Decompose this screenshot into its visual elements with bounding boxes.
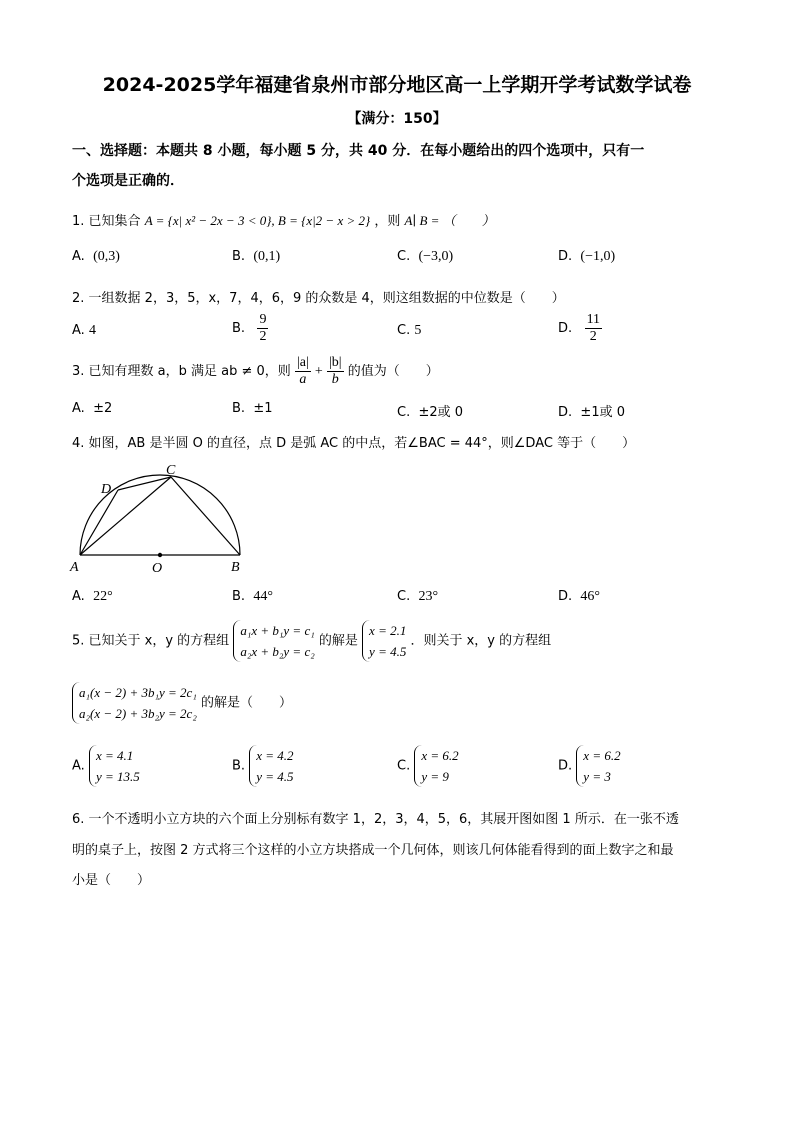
question-6-line1: 6. 一个不透明小立方块的六个面上分别标有数字 1，2，3，4，5，6，其展开图如图 1 所示．在一张不透 (72, 812, 679, 827)
q1-prefix: 1. 已知集合 (72, 214, 141, 229)
question-3 (72, 355, 439, 388)
q1-ask: A∣ B = （ ） (404, 213, 495, 228)
q2-d-numerator: 11 (586, 312, 601, 327)
q3-plus: + (314, 364, 323, 379)
label-d: D (101, 482, 112, 497)
label-o: O (152, 561, 163, 574)
q2-d-denominator: 2 (589, 329, 597, 344)
q2-b-denominator: 2 (259, 329, 267, 344)
full-score: 【满分：150】 (347, 111, 447, 127)
label-a: A (70, 560, 79, 574)
q3-prefix: 3. 已知有理数 a，b 满足 ab ≠ 0，则 (72, 364, 291, 379)
q5-option-d[interactable]: D. x = 6.2 y = 3 (558, 745, 621, 787)
q4-option-a[interactable]: A. 22° (72, 589, 113, 604)
q2-option-d[interactable]: D. $\frac{11}{2}$ (558, 312, 601, 344)
q1-set-expression: A = {x| x² − 2x − 3 < 0}, B = {x|2 − x > 2} (144, 213, 371, 228)
q2-option-b[interactable]: B. $\frac{9}{2}$ (232, 312, 267, 344)
q4-option-d[interactable]: D. 46° (558, 589, 601, 604)
q1-option-b[interactable]: B. (0,1) (232, 249, 281, 264)
q2-option-c[interactable]: C. 5 (397, 323, 422, 338)
q4-option-b[interactable]: B. 44° (232, 589, 273, 604)
q4-option-c[interactable]: C. 23° (397, 589, 439, 604)
q5-option-a[interactable]: A. x = 4.1 y = 13.5 (72, 745, 140, 787)
page-title: 2024-2025学年福建省泉州市部分地区高一上学期开学考试数学试卷 (102, 74, 692, 96)
label-c: C (166, 463, 176, 478)
q5-option-b[interactable]: B. x = 4.2 y = 4.5 (232, 745, 294, 787)
q1-suffix: ，则 (374, 214, 401, 229)
question-6-line3: 小是（ ） (72, 873, 151, 888)
q3-option-c[interactable]: C. ±2或 0 (397, 405, 464, 420)
q2-b-numerator: 9 (259, 312, 267, 327)
q3-suffix: 的值为（ ） (347, 364, 439, 379)
q5-ask: 的解是（ ） (201, 695, 293, 711)
q4-semicircle-figure (68, 460, 250, 574)
q5-system-1: a₁x + b₁y = c₁ a₂x + b₂y = c₂ (233, 620, 314, 662)
label-b: B (231, 560, 240, 574)
q3-frac2-denominator: b (331, 372, 339, 387)
question-1 (72, 210, 495, 229)
question-6-line2: 明的桌子上，按图 2 方式将三个这样的小立方块搭成一个几何体，则该几何体能看得到的面上数字之和最 (72, 843, 674, 858)
q3-frac2-numerator: |b| (328, 355, 342, 370)
q3-option-a[interactable]: A. ±2 (72, 401, 113, 416)
q5-suffix: ．则关于 x，y 的方程组 (410, 633, 552, 649)
q5-prefix: 5. 已知关于 x，y 的方程组 (72, 633, 230, 649)
q5-solution: x = 2.1 y = 4.5 (362, 620, 406, 662)
q5-system-2: a₁(x − 2) + 3b₁y = 2c₁ a₂(x − 2) + 3b₂y = 2c₂ (72, 682, 197, 724)
section-heading-line1: 一、选择题：本题共 8 小题，每小题 5 分，共 40 分．在每小题给出的四个选项中，只有一 (72, 143, 645, 159)
q5-option-c[interactable]: C. x = 6.2 y = 9 (397, 745, 459, 787)
q3-frac1-denominator: a (299, 372, 307, 387)
q1-option-a[interactable]: A. (0,3) (72, 249, 120, 264)
question-2: 2. 一组数据 2，3，5，x，7，4，6，9 的众数是 4，则这组数据的中位数是（ ） (72, 291, 565, 306)
q5-mid: 的解是 (318, 633, 358, 649)
q3-option-d[interactable]: D. ±1或 0 (558, 405, 625, 420)
q1-option-d[interactable]: D. (−1,0) (558, 249, 616, 264)
question-5-system-2 (72, 682, 292, 724)
q3-frac1-numerator: |a| (296, 355, 309, 370)
question-5 (72, 620, 551, 662)
q3-option-b[interactable]: B. ±1 (232, 401, 273, 416)
q2-option-a[interactable]: A. 4 (72, 323, 96, 338)
q1-option-c[interactable]: C. (−3,0) (397, 249, 454, 264)
question-4: 4. 如图，AB 是半圆 O 的直径，点 D 是弧 AC 的中点，若∠BAC = 44°，则∠DAC 等于（ ） (72, 436, 636, 451)
section-heading-line2: 个选项是正确的． (72, 173, 184, 189)
